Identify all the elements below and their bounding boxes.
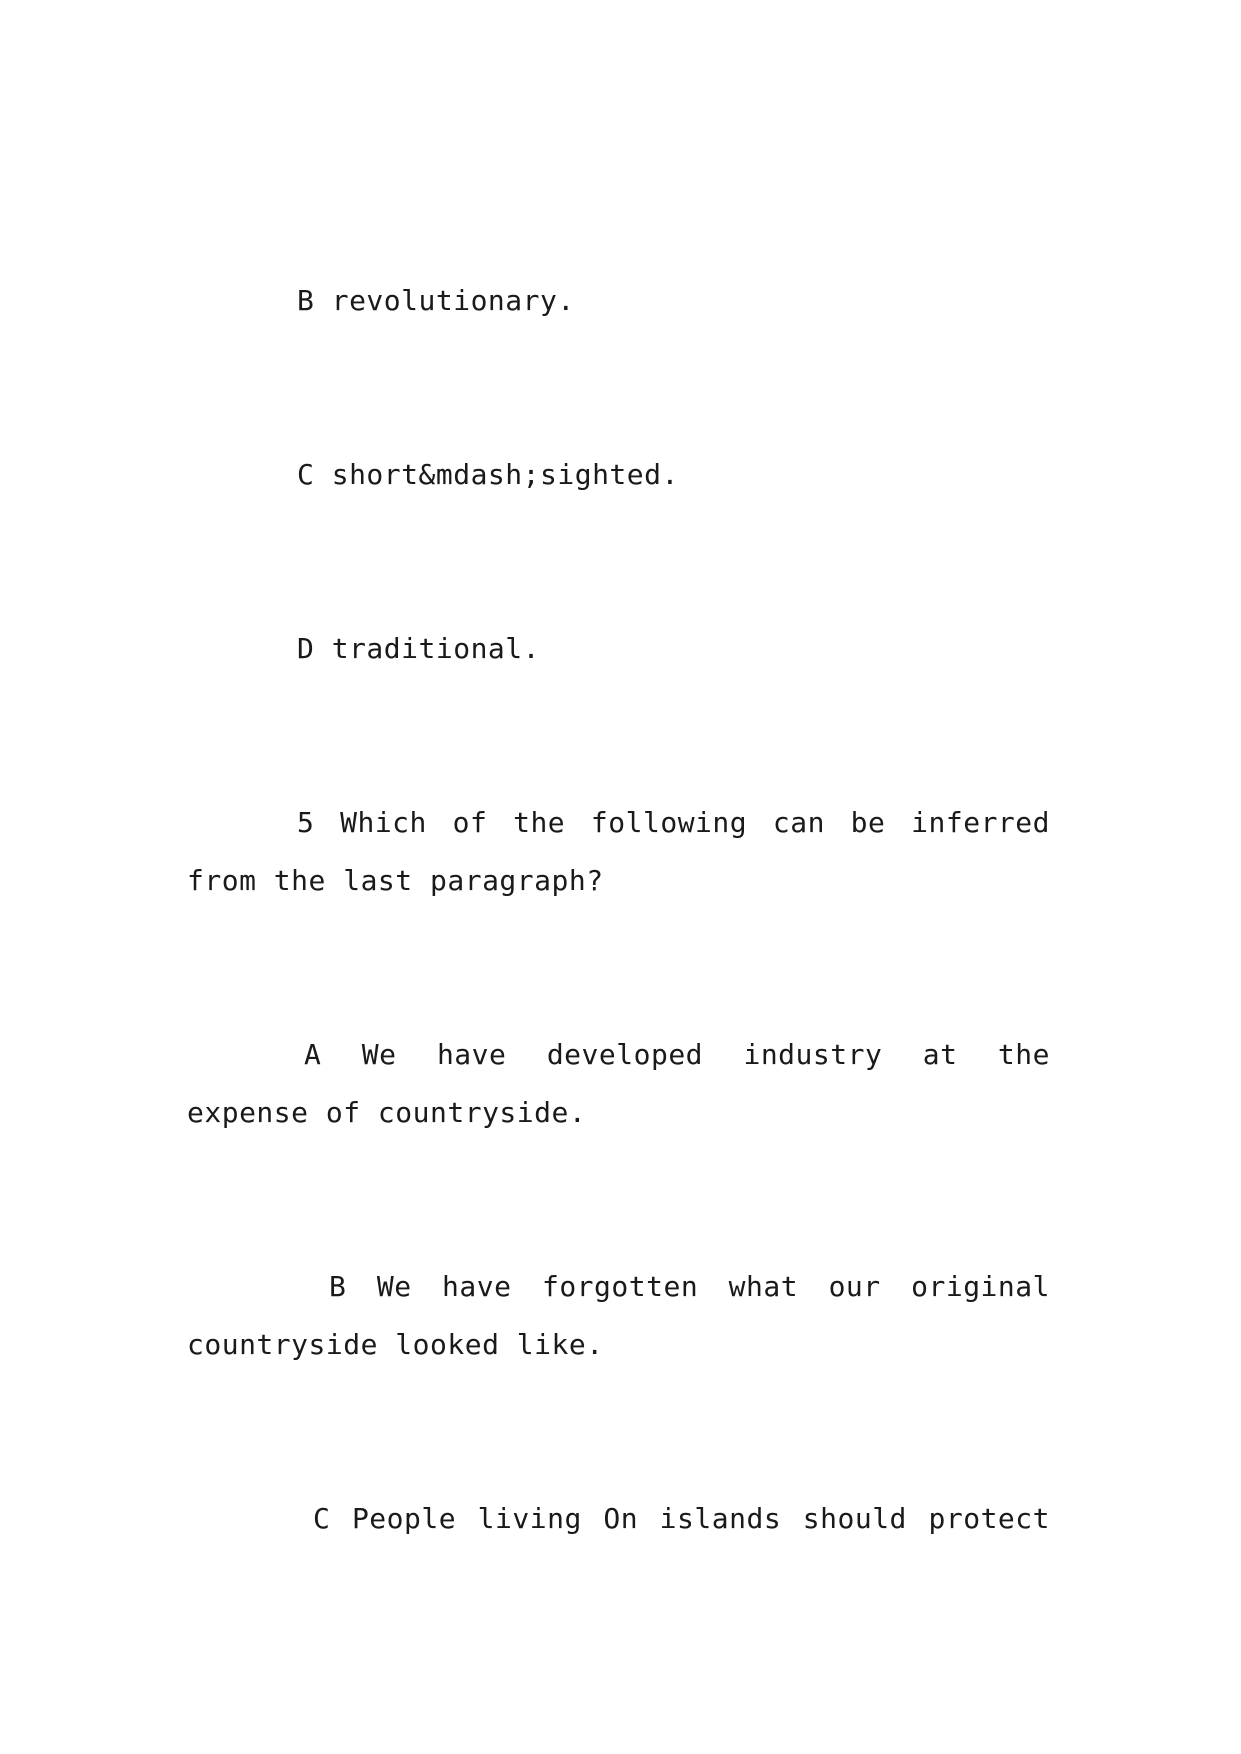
option-c-islands: C People living On islands should protect [313, 1502, 1050, 1535]
option-b-forgotten: B We have forgotten what our original countryside looked like. [187, 1270, 1050, 1361]
option-a-industry: A We have developed industry at the expense of countryside. [187, 1038, 1050, 1129]
option-c-short-sighted: C short&mdash;sighted. [297, 458, 679, 491]
option-b-revolutionary: B revolutionary. [297, 284, 575, 317]
option-d-traditional: D traditional. [297, 632, 541, 665]
question-5: 5 Which of the following can be inferred from the last paragraph? [187, 806, 1050, 897]
